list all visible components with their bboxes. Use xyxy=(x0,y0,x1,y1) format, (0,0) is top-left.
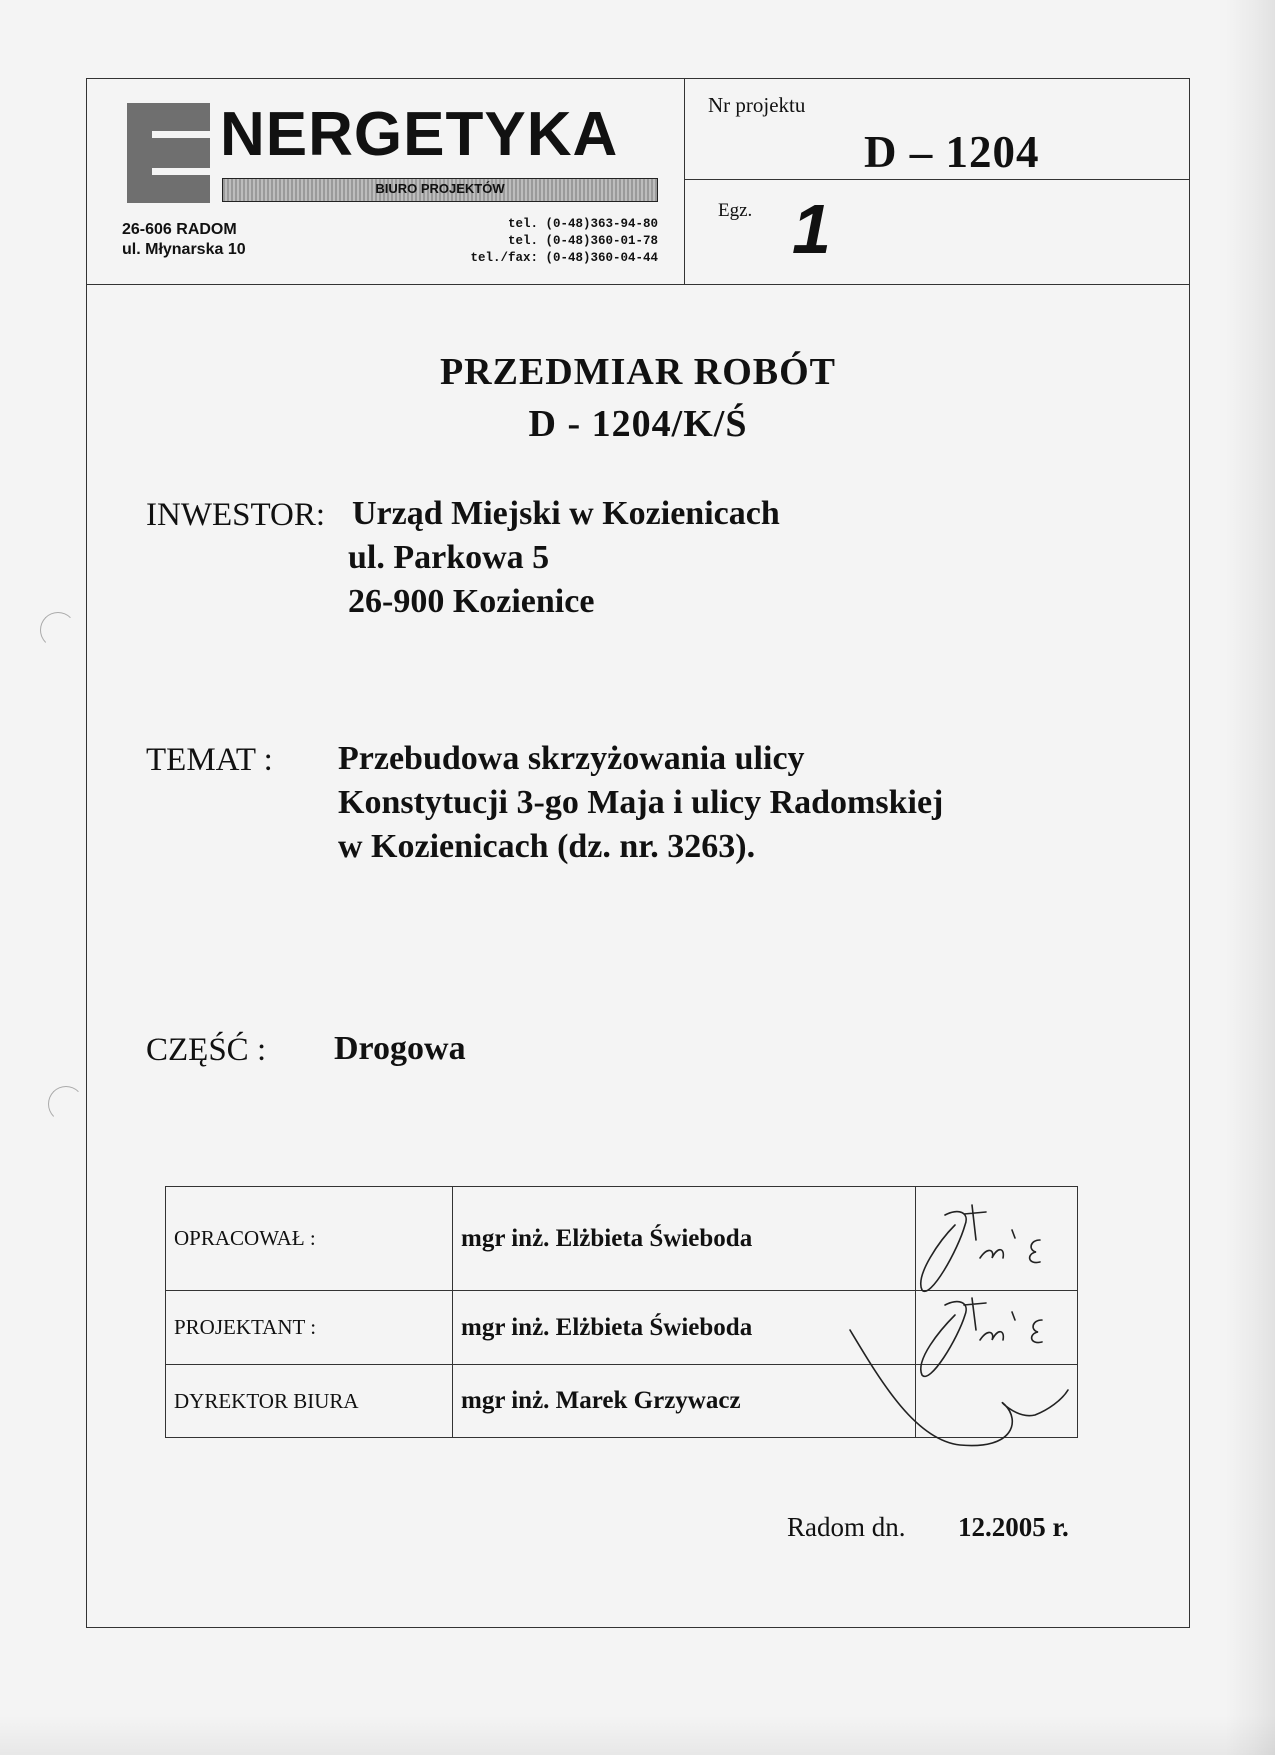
name-cell: mgr inż. Elżbieta Świeboda xyxy=(453,1187,916,1291)
name-cell: mgr inż. Elżbieta Świeboda xyxy=(453,1291,916,1365)
header-row-divider xyxy=(684,179,1190,180)
subject-line: w Kozienicach (dz. nr. 3263). xyxy=(338,828,756,865)
investor-city: 26-900 Kozienice xyxy=(348,583,595,620)
document-date: 12.2005 r. xyxy=(958,1512,1069,1542)
copy-number-label: Egz. xyxy=(718,200,753,221)
investor-street: ul. Parkowa 5 xyxy=(348,539,550,576)
copy-number-value: 1 xyxy=(792,190,831,268)
role-cell: OPRACOWAŁ : xyxy=(166,1187,453,1291)
project-number-value: D – 1204 xyxy=(864,127,1040,177)
title-block-header xyxy=(86,78,1190,288)
name-cell: mgr inż. Marek Grzywacz xyxy=(453,1365,916,1438)
table-row xyxy=(166,1365,1078,1438)
phone-line: tel. (0-48)360-01-78 xyxy=(507,234,658,248)
header-divider xyxy=(86,284,1190,285)
scan-shadow-bottom xyxy=(0,1715,1275,1755)
company-logo-text: NERGETYKA xyxy=(220,100,619,169)
scan-shadow-right xyxy=(1225,0,1275,1755)
part-value: Drogowa xyxy=(334,1030,466,1067)
role-cell: PROJEKTANT : xyxy=(166,1291,453,1365)
document-title: PRZEDMIAR ROBÓT xyxy=(439,351,837,393)
signature-cell xyxy=(916,1187,1078,1291)
company-subtitle-strip xyxy=(222,178,658,202)
subject-label: TEMAT : xyxy=(146,742,273,778)
punch-hole-mark xyxy=(40,612,76,648)
punch-hole-mark xyxy=(48,1086,84,1122)
signature-cell xyxy=(916,1291,1078,1365)
table-row xyxy=(166,1187,1078,1291)
project-number-label: Nr projektu xyxy=(708,93,806,117)
place-label: Radom dn. xyxy=(787,1512,906,1542)
signature-cell xyxy=(916,1365,1078,1438)
phone-line: tel. (0-48)363-94-80 xyxy=(507,217,658,231)
subject-line: Przebudowa skrzyżowania ulicy xyxy=(338,740,805,777)
company-phones xyxy=(416,216,658,267)
logo-e-icon xyxy=(122,103,210,203)
document-code: D - 1204/K/Ś xyxy=(528,403,748,445)
table-row xyxy=(166,1291,1078,1365)
address-line: ul. Młynarska 10 xyxy=(122,241,246,258)
subject-line: Konstytucji 3-go Maja i ulicy Radomskiej xyxy=(338,784,944,821)
signatures-table xyxy=(165,1186,1078,1438)
investor-label: INWESTOR: xyxy=(146,497,326,533)
fax-line: tel./fax: (0-48)360-04-44 xyxy=(470,251,658,265)
investor-name: Urząd Miejski w Kozienicach xyxy=(352,495,780,532)
role-cell: DYREKTOR BIURA xyxy=(166,1365,453,1438)
address-line: 26-606 RADOM xyxy=(122,221,237,238)
header-column-divider xyxy=(684,78,685,285)
company-subtitle: BIURO PROJEKTÓW xyxy=(375,181,505,196)
company-address xyxy=(122,220,246,260)
part-label: CZĘŚĆ : xyxy=(146,1032,267,1068)
